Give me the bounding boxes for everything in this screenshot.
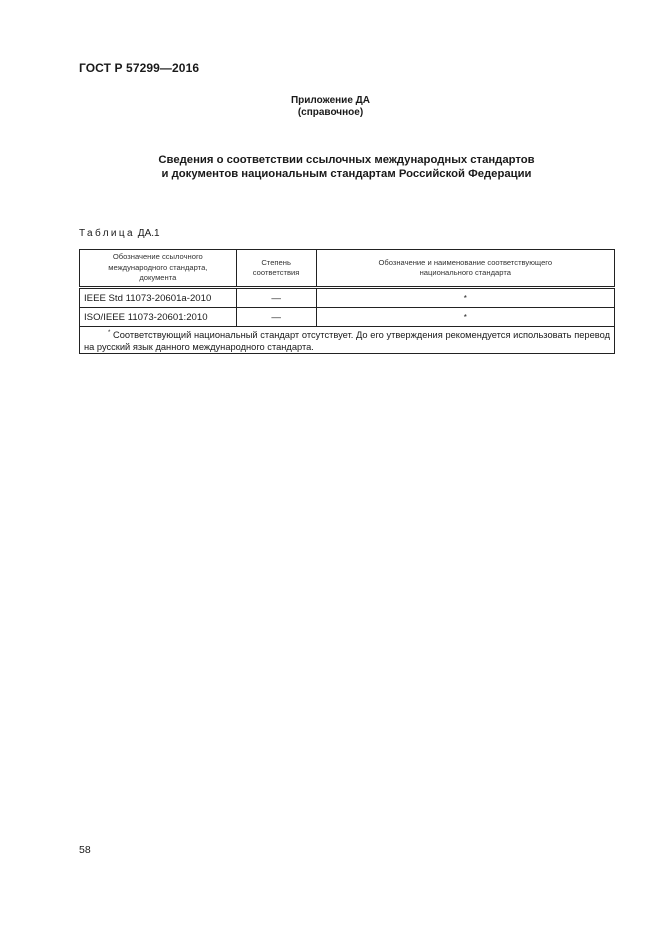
annex-kind: (справочное) (297, 107, 364, 118)
cell-national: * (316, 308, 614, 327)
table-row (80, 308, 615, 327)
column-header-reference: Обозначение ссылочного международного стандарта, документа (80, 250, 237, 288)
table-caption-number: ДА.1 (137, 228, 160, 239)
table-note (80, 327, 615, 354)
page-number: 58 (79, 844, 91, 856)
section-title-line-1: Сведения о соответствии ссылочных международных стандартов (158, 154, 535, 166)
table-note-row (80, 327, 615, 354)
annex-heading (0, 95, 661, 119)
cell-degree: — (236, 308, 316, 327)
note-marker: * (108, 330, 111, 336)
table-row (80, 288, 615, 308)
note-text: Соответствующий национальный стандарт отсутствует. До его утверждения рекомендуется использовать перевод на русский язык данного международного стандарта. (84, 330, 610, 352)
table-caption-prefix: Таблица (79, 228, 136, 239)
column-header-degree: Степень соответствия (236, 250, 316, 288)
annex-title: Приложение ДА (290, 95, 371, 106)
section-title-line-2: и документов национальным стандартам Российской Федерации (161, 168, 532, 180)
cell-reference: ISO/IEEE 11073-20601:2010 (80, 308, 237, 327)
correspondence-table (79, 249, 615, 354)
table-header-row (80, 250, 615, 288)
table-caption (79, 228, 160, 239)
document-code: ГОСТ Р 57299—2016 (79, 61, 200, 75)
section-title (0, 153, 661, 181)
cell-reference: IEEE Std 11073-20601a-2010 (80, 288, 237, 308)
cell-national: * (316, 288, 614, 308)
cell-degree: — (236, 288, 316, 308)
column-header-national: Обозначение и наименование соответствующего национального стандарта (316, 250, 614, 288)
